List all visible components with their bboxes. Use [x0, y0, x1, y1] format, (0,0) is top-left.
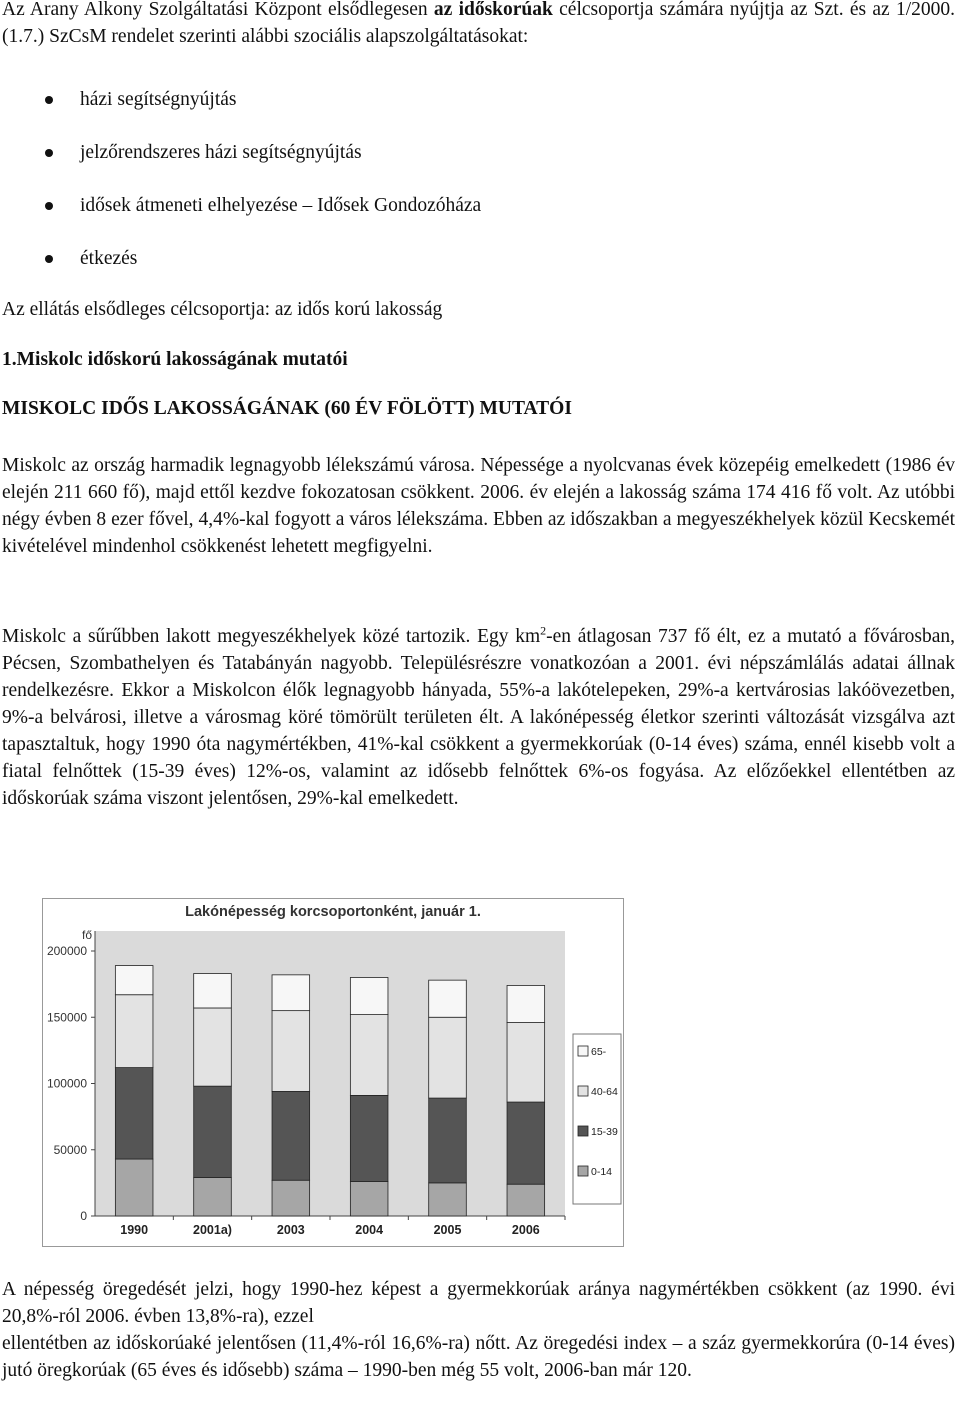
population-paragraph: Miskolc az ország harmadik legnagyobb lélekszámú városa. Népessége a nyolcvanas évek közepéig emelkedett (1986 év elején 211 660 fő), majd ettől kezdve fokozatosan csökkent. 2006. év elején a lakosság száma 174 416 fő volt. Az utóbbi négy évben 8 ezer fővel, 4,4%-kal fogyott a város lélekszáma. Ebben az időszakban a megyeszékhelyek közül Kecskemét kivételével mindenhol csökkenést lehetett megfigyelni.: [2, 455, 955, 557]
service-item: [0, 237, 900, 290]
bar-segment-15-39: [350, 1095, 388, 1181]
service-label: jelzőrendszeres házi segítségnyújtás: [80, 142, 362, 163]
density-text-end: -en átlagosan 737 fő élt, ez a mutató a fővárosban, Pécsen, Szombathelyen és Tatabányán nagyobb. Településrészre vonatkozóan a 2001. évi népszámlálás adatai állnak rendelkezésre. Ekkor a Miskolcon élők legnagyobb hányada, 55%-a lakótelepeken, 29%-a kertvárosias lakóövezetben, 9%-a belvárosi, illetve a városmag köré tömörült területen élt. A lakónépesség életkor szerinti változását vizsgálva azt tapasztaltuk, hogy 1990 óta nagymértékben, 41%-kal csökkent a gyermekkorúak (0-14 éves) száma, ennél kisebb volt a fiatal felnőttek (15-39 éves) 12%-os, valamint az idősebb felnőttek 6%-os fogyása. Az előzőekkel ellentétben az időskorúak száma viszont jelentősen, 29%-kal emelkedett.: [2, 626, 955, 809]
aging-text-rest: ellentétben az időskorúaké jelentősen (11,4%-ról 16,6%-ra) nőtt. Az öregedési index – a száz gyermekkorúra (0-14 éves) jutó öregkorúak (65 éves és idősebb) száma – 1990-ben még 55 volt, 2006-ban már 120.: [2, 1333, 955, 1381]
legend-swatch: [578, 1126, 588, 1136]
y-tick-label: 50000: [53, 1142, 87, 1157]
chart-title: Lakónépesség korcsoportonként, január 1.: [185, 904, 481, 920]
service-item: [0, 184, 900, 237]
bar-segment-15-39: [272, 1091, 310, 1180]
bar-segment-65-: [272, 975, 310, 1011]
bar-segment-0-14: [429, 1183, 467, 1216]
service-label: étkezés: [80, 248, 138, 269]
bar-segment-0-14: [507, 1184, 545, 1216]
intro-text-end: célcsoportja számára nyújtja az Szt. és az 1/2000.(1.7.) SzCsM rendelet szerinti alábbi szociális alapszolgáltatásokat:: [2, 0, 955, 47]
x-tick-label: 2006: [511, 1223, 540, 1237]
bar-segment-40-64: [429, 1017, 467, 1098]
x-tick-label: 1990: [120, 1223, 149, 1237]
target-group-line: Az ellátás elsődleges célcsoportja: az idős korú lakosság: [2, 299, 443, 320]
bar-segment-0-14: [194, 1178, 232, 1216]
bar-segment-65-: [194, 974, 232, 1008]
bar-segment-15-39: [115, 1068, 153, 1159]
bar-segment-0-14: [115, 1159, 153, 1216]
service-item: [0, 131, 900, 184]
legend-swatch: [578, 1046, 588, 1056]
bar-segment-15-39: [507, 1102, 545, 1184]
intro-paragraph: [2, 0, 955, 50]
bar-segment-15-39: [194, 1086, 232, 1177]
subsection-heading: MISKOLC IDŐS LAKOSSÁGÁNAK (60 ÉV FÖLÖTT) MUTATÓI: [2, 398, 572, 419]
bar-segment-40-64: [507, 1023, 545, 1103]
intro-bold-target: az időskorúak: [433, 0, 553, 20]
legend-swatch: [578, 1166, 588, 1176]
service-label: idősek átmeneti elhelyezése – Idősek Gondozóháza: [80, 195, 482, 216]
legend-label: 0-14: [591, 1166, 613, 1178]
y-tick-label: 150000: [46, 1010, 87, 1025]
service-item: [0, 78, 900, 131]
intro-text-start: Az Arany Alkony Szolgáltatási Központ elsődlegesen: [2, 0, 434, 20]
density-text-start: Miskolc a sűrűbben lakott megyeszékhelyek közé tartozik. Egy km: [2, 626, 541, 647]
x-tick-label: 2003: [276, 1223, 305, 1237]
section-heading: 1.Miskolc időskorú lakosságának mutatói: [2, 349, 348, 370]
bar-segment-15-39: [429, 1098, 467, 1183]
plot-area: [95, 931, 565, 1216]
bar-segment-0-14: [272, 1180, 310, 1216]
legend-label: 65-: [591, 1046, 607, 1058]
superscript-exponent: 2: [540, 623, 547, 638]
x-tick-label: 2005: [433, 1223, 462, 1237]
density-paragraph: [2, 623, 955, 812]
legend-label: 40-64: [591, 1086, 618, 1098]
service-list: [0, 78, 900, 290]
service-label: házi segítségnyújtás: [80, 89, 237, 110]
bar-segment-40-64: [194, 1008, 232, 1086]
bar-segment-65-: [507, 985, 545, 1022]
bar-segment-0-14: [350, 1182, 388, 1216]
aging-text-first: A népesség öregedését jelzi, hogy 1990-hez képest a gyermekkorúak aránya nagymértékben csökkent (az 1990. évi 20,8%-ról 2006. évben 13,8%-ra), ezzel: [2, 1279, 955, 1327]
bullet-icon: [45, 96, 53, 104]
age-group-chart: [42, 898, 624, 1247]
y-tick-label: 0: [80, 1209, 87, 1223]
bar-segment-40-64: [272, 1011, 310, 1092]
bar-segment-40-64: [350, 1015, 388, 1096]
bullet-icon: [45, 149, 53, 157]
legend-label: 15-39: [591, 1126, 618, 1138]
aging-paragraph: [2, 1276, 955, 1384]
x-tick-label: 2004: [355, 1223, 384, 1237]
bar-segment-65-: [115, 966, 153, 995]
bullet-icon: [45, 255, 53, 263]
legend-swatch: [578, 1086, 588, 1096]
bar-segment-65-: [350, 978, 388, 1015]
bar-segment-65-: [429, 980, 467, 1017]
bullet-icon: [45, 202, 53, 210]
y-axis-label: fő: [81, 928, 93, 942]
x-tick-label: 2001a): [193, 1223, 232, 1237]
bar-segment-40-64: [115, 995, 153, 1068]
y-tick-label: 100000: [46, 1076, 87, 1091]
y-tick-label: 200000: [46, 944, 87, 958]
chart-canvas: [43, 899, 623, 1246]
chart-legend: [573, 1034, 621, 1204]
